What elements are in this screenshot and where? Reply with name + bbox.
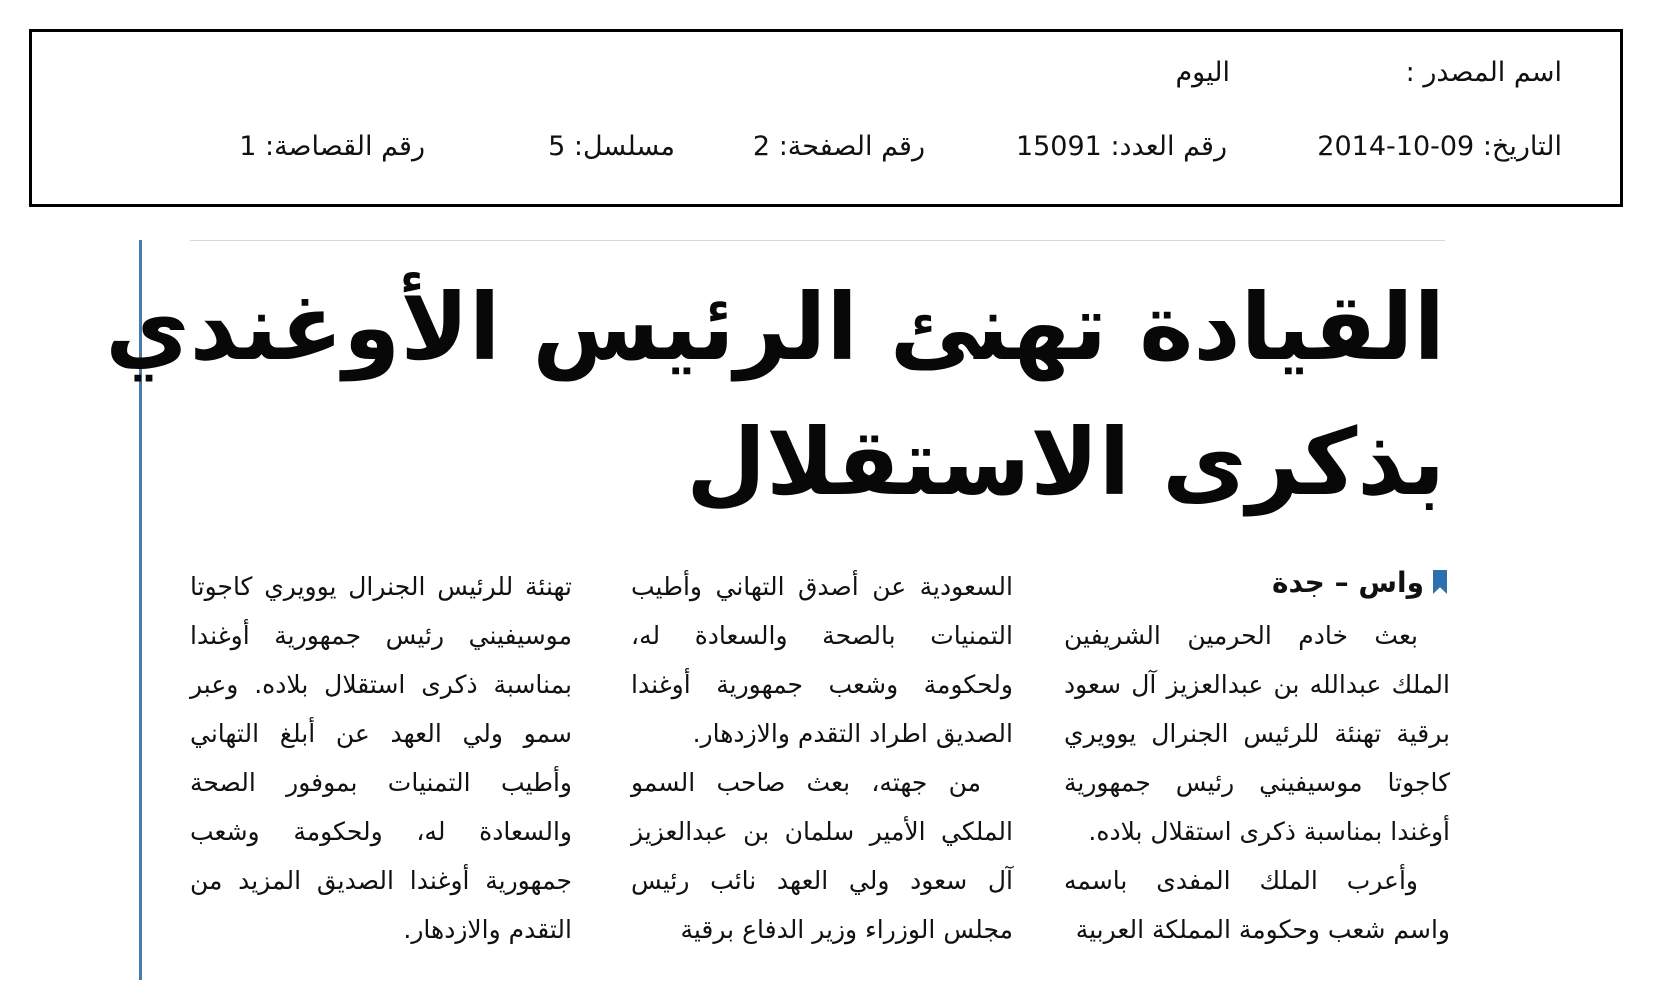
article-column-right [1064,611,1450,954]
article-headline-line-1: القيادة تهنئ الرئيس الأوغندي [105,274,1445,381]
bookmark-icon [1433,570,1447,594]
article-column-middle [631,562,1013,954]
article-paragraph: من جهته، بعث صاحب السمو الملكي الأمير سلمان بن عبدالعزيز آل سعود ولي العهد نائب رئيس مجلس الوزراء وزير الدفاع برقية [631,768,1013,944]
article-top-rule [190,240,1445,241]
issue-number: رقم العدد: 15091 [1015,131,1227,162]
article-paragraph: وأعرب الملك المفدى باسمه واسم شعب وحكومة المملكة العربية [1064,866,1450,944]
article-paragraph: السعودية عن أصدق التهاني وأطيب التمنيات بالصحة والسعادة له، ولحكومة وشعب جمهورية أوغندا الصديق اطراد التقدم والازدهار. [631,572,1013,748]
article-paragraph: بعث خادم الحرمين الشريفين الملك عبدالله بن عبدالعزيز آل سعود برقية تهنئة للرئيس الجنرال يوويري كاجوتا موسيفيني رئيس جمهورية أوغندا بمناسبة ذكرى استقلال بلاده. [1064,621,1450,846]
source-metadata-box [29,29,1623,207]
article-byline: واس – جدة [1271,566,1424,599]
article-headline-line-2: بذكرى الاستقلال [686,409,1445,516]
article-paragraph: تهنئة للرئيس الجنرال يوويري كاجوتا موسيفيني رئيس جمهورية أوغندا بمناسبة ذكرى استقلال بلاده. وعبر سمو ولي العهد عن أبلغ التهاني وأطيب التمنيات بموفور الصحة والسعادة له، ولحكومة وشعب جمهورية أوغندا الصديق المزيد من التقدم والازدهار. [190,572,572,944]
clipping-number: رقم القصاصة: 1 [239,131,425,162]
source-label: اسم المصدر : [1405,57,1562,88]
publication-date: التاريخ: 09-10-2014 [1317,131,1562,162]
serial-number: مسلسل: 5 [548,131,675,162]
page-number: رقم الصفحة: 2 [752,131,925,162]
source-value: اليوم [1175,57,1230,88]
article-column-left [190,562,572,954]
